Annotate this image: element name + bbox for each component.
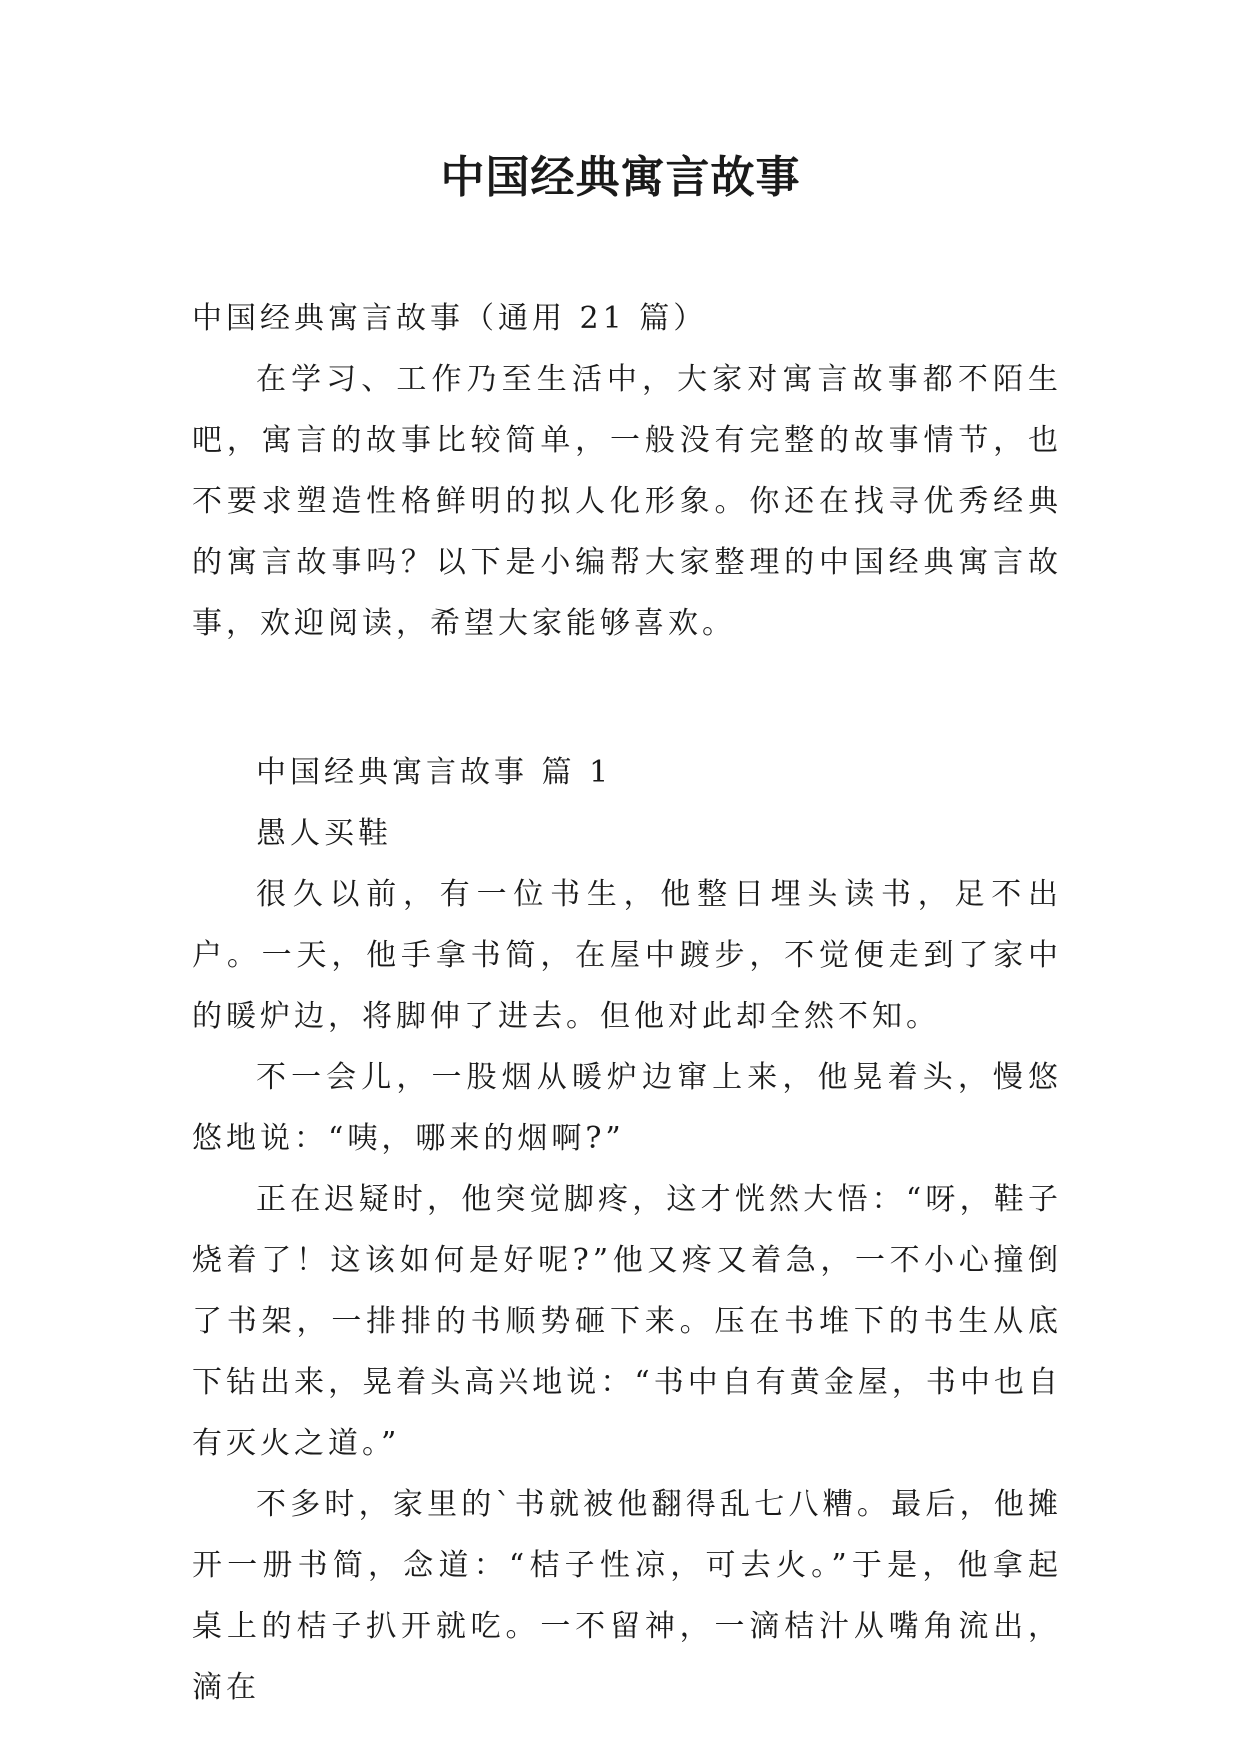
story-paragraph-3: 正在迟疑时，他突觉脚疼，这才恍然大悟：“呀，鞋子烧着了！这该如何是好呢?”他又疼又着急，一不小心撞倒了书架，一排排的书顺势砸下来。压在书堆下的书生从底下钻出来，晃着头高兴地说：“书中自有黄金屋，书中也自有灭火之道。” bbox=[192, 1182, 1062, 1461]
story-paragraph-1: 很久以前，有一位书生，他整日埋头读书，足不出户。一天，他手拿书简，在屋中踱步，不觉便走到了家中的暖炉边，将脚伸了进去。但他对此却全然不知。 bbox=[192, 877, 1062, 1034]
story-paragraph-2: 不一会儿，一股烟从暖炉边窜上来，他晃着头，慢悠悠地说：“咦，哪来的烟啊?” bbox=[192, 1060, 1062, 1156]
document-subtitle: 中国经典寓言故事（通用 21 篇） bbox=[192, 301, 708, 336]
section-heading: 中国经典寓言故事 篇 1 bbox=[256, 755, 613, 790]
intro-paragraph: 在学习、工作乃至生活中，大家对寓言故事都不陌生吧，寓言的故事比较简单，一般没有完整的故事情节，也不要求塑造性格鲜明的拟人化形象。你还在找寻优秀经典的寓言故事吗？以下是小编帮大家整理的中国经典寓言故事，欢迎阅读，希望大家能够喜欢。 bbox=[192, 362, 1062, 641]
story-paragraph-4: 不多时，家里的`书就被他翻得乱七八糟。最后，他摊开一册书简，念道：“桔子性凉，可去火。”于是，他拿起桌上的桔子扒开就吃。一不留神，一滴桔汁从嘴角流出，滴在 bbox=[192, 1487, 1062, 1705]
story-title: 愚人买鞋 bbox=[256, 816, 392, 851]
document-title: 中国经典寓言故事 bbox=[440, 152, 801, 203]
section-spacer bbox=[192, 654, 1062, 742]
document-body bbox=[192, 288, 1062, 1718]
